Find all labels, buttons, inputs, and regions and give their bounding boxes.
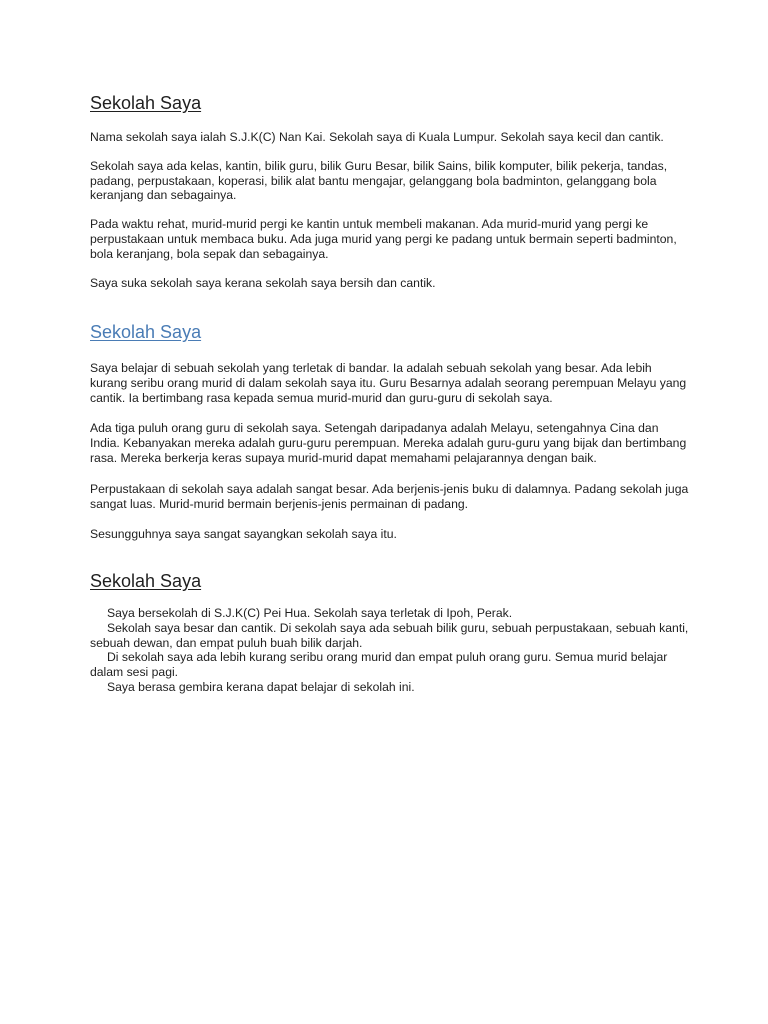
paragraph-text: Saya berasa gembira kerana dapat belajar di sekolah ini. <box>107 679 415 694</box>
paragraph-text: Saya bersekolah di S.J.K(C) Pei Hua. Sekolah saya terletak di Ipoh, Perak. <box>107 606 513 620</box>
indented-paragraph <box>90 650 690 680</box>
essay-section-2 <box>90 321 690 542</box>
section-heading: Sekolah Saya <box>90 93 202 113</box>
paragraph: Perpustakaan di sekolah saya adalah sangat besar. Ada berjenis-jenis buku di dalamnya. Padang sekolah juga sangat luas. Murid-murid bermain berjenis-jenis permainan di padang. <box>90 481 689 511</box>
essay-section-3 <box>90 570 690 695</box>
section-heading: Sekolah Saya <box>90 571 202 591</box>
paragraph: Sesungguhnya saya sangat sayangkan sekolah saya itu. <box>90 527 397 542</box>
indented-paragraph <box>90 680 690 695</box>
paragraph: Nama sekolah saya ialah S.J.K(C) Nan Kai. Sekolah saya di Kuala Lumpur. Sekolah saya kecil dan cantik. <box>90 130 664 144</box>
paragraph: Saya belajar di sebuah sekolah yang terletak di bandar. Ia adalah sebuah sekolah yang besar. Ada lebih kurang seribu orang murid di dalam sekolah saya itu. Guru Besarnya adalah seorang perempuan Melayu yang cantik. Ia bertimbang rasa kepada semua murid-murid dan guru-guru di sekolah saya. <box>90 361 687 405</box>
indented-paragraph <box>90 606 690 621</box>
paragraph: Saya suka sekolah saya kerana sekolah saya bersih dan cantik. <box>90 275 436 290</box>
paragraph: Pada waktu rehat, murid-murid pergi ke kantin untuk membeli makanan. Ada murid-murid yang pergi ke perpustakaan untuk membaca buku. Ada juga murid yang pergi ke padang untuk bermain seperti badminton, bola keranjang, bola sepak dan sebagainya. <box>90 217 677 261</box>
paragraph-text: Di sekolah saya ada lebih kurang seribu orang murid dan empat puluh orang guru. Semua murid belajar dalam sesi pagi. <box>90 650 668 680</box>
paragraph-text: Sekolah saya besar dan cantik. Di sekolah saya ada sebuah bilik guru, sebuah perpustakaan, sebuah kanti, sebuah dewan, dan empat puluh buah bilik darjah. <box>90 620 689 650</box>
paragraph: Ada tiga puluh orang guru di sekolah saya. Setengah daripadanya adalah Melayu, setengahnya Cina dan India. Kebanyakan mereka adalah guru-guru perempuan. Mereka adalah guru-guru yang bijak dan bertimbang rasa. Mereka berkerja keras supaya murid-murid dapat memahami pelajarannya dengan baik. <box>90 421 687 465</box>
indented-paragraph <box>90 621 690 651</box>
essay-section-1 <box>90 92 690 290</box>
paragraph: Sekolah saya ada kelas, kantin, bilik guru, bilik Guru Besar, bilik Sains, bilik komputer, bilik pekerja, tandas, padang, perpustakaan, koperasi, bilik alat bantu mengajar, gelanggang bola badminton, gelanggang bola keranjang dan sebagainya. <box>90 158 668 203</box>
section-heading-link[interactable]: Sekolah Saya <box>90 322 202 342</box>
